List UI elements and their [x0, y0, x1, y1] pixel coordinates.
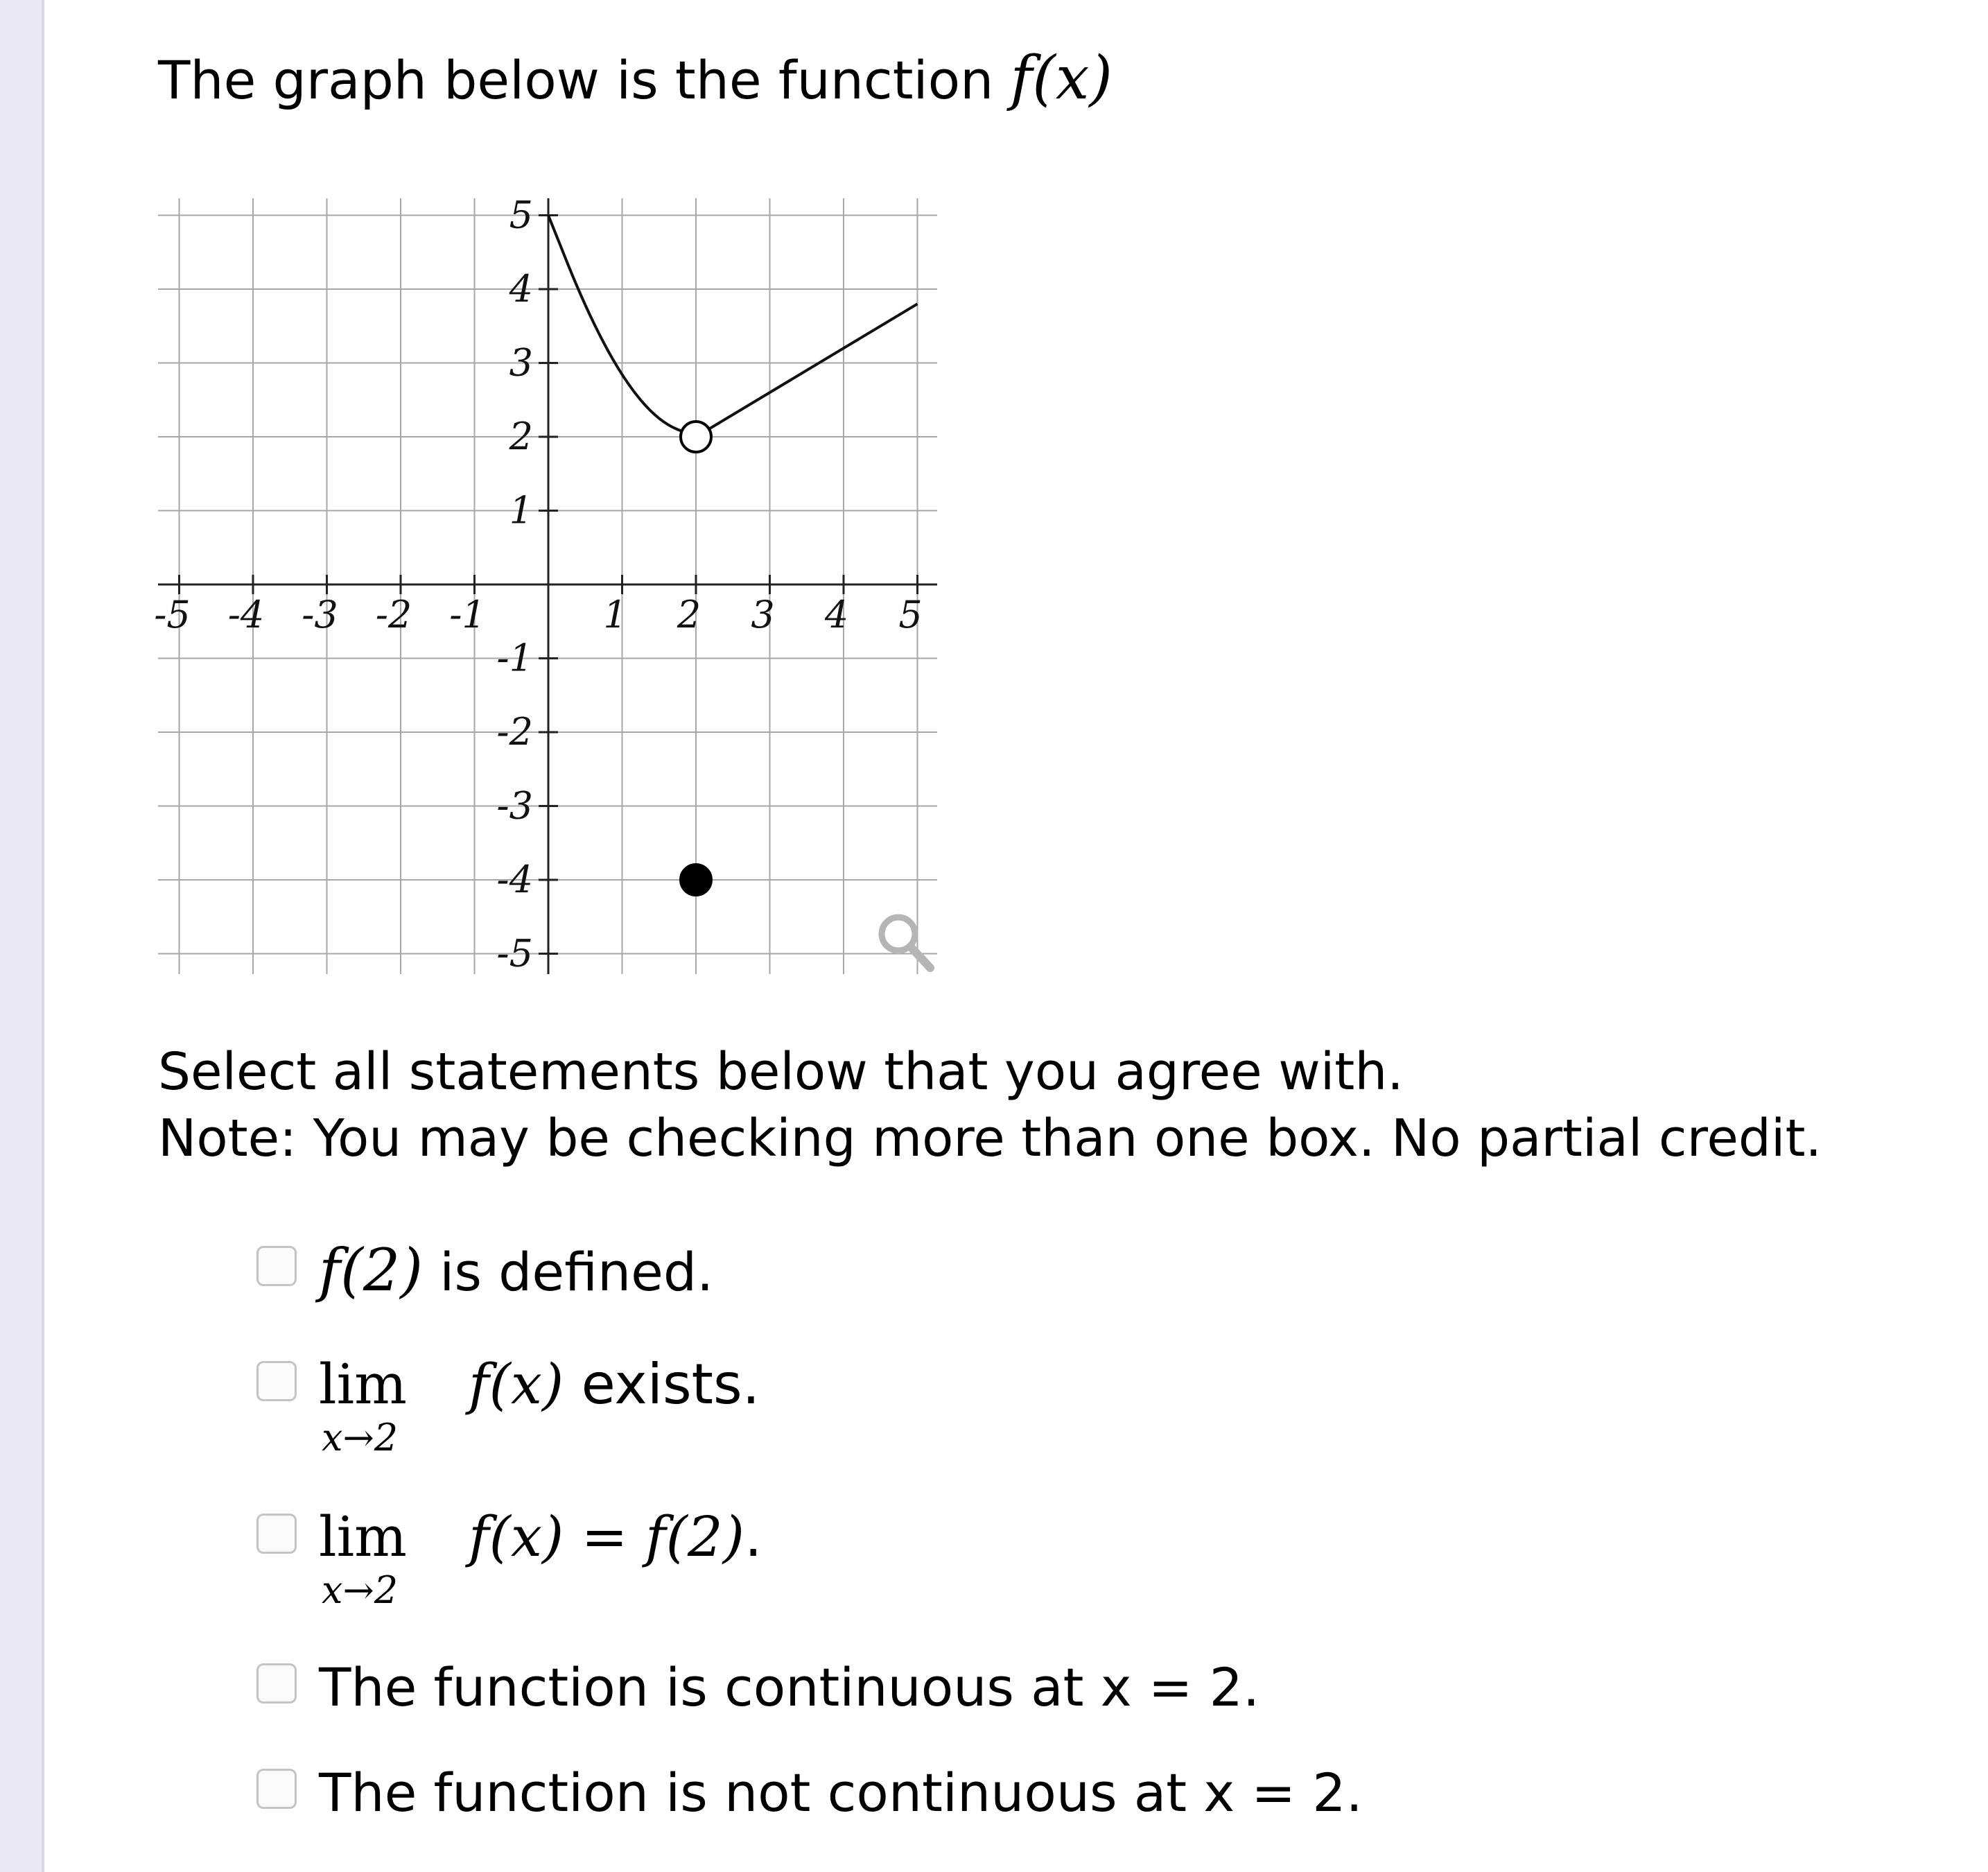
x-tick-label: -1: [449, 593, 486, 636]
series-right-line: [696, 304, 918, 437]
instructions-line-2: Note: You may be checking more than one box. No partial credit.: [158, 1109, 1822, 1168]
x-tick-label: 2: [677, 593, 701, 636]
checkbox-not-continuous[interactable]: [256, 1769, 297, 1809]
open-circle: [681, 422, 711, 452]
y-tick-label: 3: [509, 340, 533, 385]
option-2-expr: f(x): [469, 1352, 564, 1416]
option-2-text: exists.: [564, 1352, 760, 1416]
checkbox-limit-exists[interactable]: [256, 1361, 297, 1401]
option-1-math: f(2): [319, 1236, 424, 1304]
option-3-lim: lim: [319, 1505, 408, 1569]
instructions-line-1: Select all statements below that you agree with.: [158, 1042, 1404, 1102]
x-tick-label: 4: [824, 593, 849, 636]
option-4-text: The function is continuous at x = 2.: [319, 1656, 1260, 1718]
option-5-text: The function is not continuous at x = 2.: [319, 1762, 1363, 1823]
y-tick-label: 1: [509, 488, 533, 532]
y-tick-label: 5: [509, 193, 533, 237]
question-title-math: f(x): [1010, 44, 1113, 113]
y-tick-label: -1: [496, 636, 533, 680]
option-2-lim: lim: [319, 1352, 408, 1416]
option-1-text: is defined.: [423, 1241, 714, 1303]
instructions: [158, 1039, 1822, 1172]
y-tick-label: 4: [509, 267, 533, 311]
y-tick-label: -2: [496, 710, 533, 754]
x-tick-label: -5: [154, 593, 191, 636]
question-title-text: The graph below is the function: [158, 49, 1011, 111]
y-tick-label: -5: [496, 931, 533, 976]
x-tick-label: -4: [227, 593, 265, 636]
option-2-lim-sub: x→2: [322, 1416, 399, 1459]
option-3-text: .: [744, 1505, 762, 1569]
y-tick-label: -3: [496, 783, 533, 828]
x-tick-label: 1: [603, 593, 627, 636]
x-tick-label: 3: [751, 593, 775, 636]
x-tick-label: 5: [898, 593, 923, 636]
option-3-lim-sub: x→2: [322, 1568, 399, 1612]
checkbox-f2-defined[interactable]: [256, 1246, 297, 1286]
y-tick-label: 2: [509, 415, 533, 458]
option-3-expr: f(x) = f(2): [469, 1505, 744, 1569]
magnifier-icon[interactable]: [882, 917, 930, 968]
closed-dot: [681, 865, 711, 895]
y-tick-label: -4: [496, 858, 533, 901]
checkbox-limit-equals-f2[interactable]: [256, 1514, 297, 1554]
x-tick-label: -3: [302, 593, 338, 636]
x-tick-label: -2: [375, 593, 412, 636]
checkbox-continuous[interactable]: [256, 1663, 297, 1704]
